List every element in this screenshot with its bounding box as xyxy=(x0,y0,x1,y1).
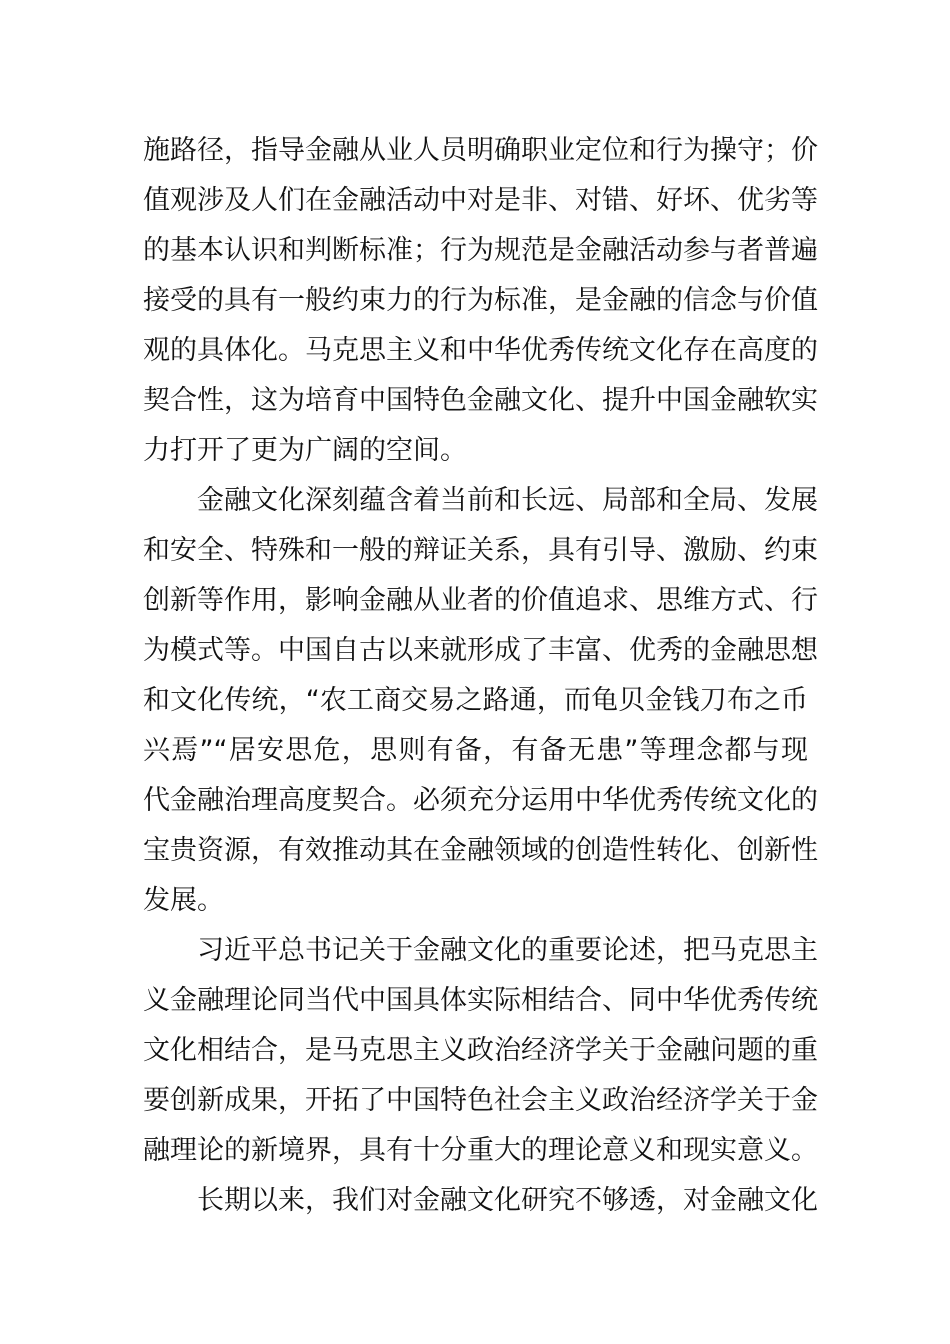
paragraph-4-line-1: 长期以来，我们对金融文化研究不够透，对金融文化 xyxy=(197,1185,818,1216)
paragraph-1-line-4: 接受的具有一般约束力的行为标准，是金融的信念与价值 xyxy=(143,285,818,316)
paragraph-1-line-1: 施路径，指导金融从业人员明确职业定位和行为操守；价 xyxy=(143,135,818,166)
paragraph-3-line-2: 义金融理论同当代中国具体实际相结合、同中华优秀传统 xyxy=(143,985,818,1016)
paragraph-2-line-6: 兴焉”“居安思危，思则有备，有备无患”等理念都与现 xyxy=(143,735,808,766)
paragraph-1-line-3: 的基本认识和判断标准；行为规范是金融活动参与者普遍 xyxy=(143,235,818,266)
paragraph-2-line-2: 和安全、特殊和一般的辩证关系，具有引导、激励、约束 xyxy=(143,535,818,566)
paragraph-2-line-9: 发展。 xyxy=(143,885,224,916)
document-body xyxy=(143,126,818,1226)
paragraph-2-line-5: 和文化传统，“农工商交易之路通，而龟贝金钱刀布之币 xyxy=(143,685,808,716)
paragraph-3-line-5: 融理论的新境界，具有十分重大的理论意义和现实意义。 xyxy=(143,1135,818,1166)
paragraph-2-line-7: 代金融治理高度契合。必须充分运用中华优秀传统文化的 xyxy=(143,785,818,816)
paragraph-1-line-5: 观的具体化。马克思主义和中华优秀传统文化存在高度的 xyxy=(143,335,818,366)
paragraph-2-line-4: 为模式等。中国自古以来就形成了丰富、优秀的金融思想 xyxy=(143,635,818,666)
paragraph-1-line-2: 值观涉及人们在金融活动中对是非、对错、好坏、优劣等 xyxy=(143,185,818,216)
paragraph-2-line-1: 金融文化深刻蕴含着当前和长远、局部和全局、发展 xyxy=(197,485,818,516)
paragraph-2-line-8: 宝贵资源，有效推动其在金融领域的创造性转化、创新性 xyxy=(143,835,818,866)
paragraph-1-line-6: 契合性，这为培育中国特色金融文化、提升中国金融软实 xyxy=(143,385,818,416)
paragraph-2-line-3: 创新等作用，影响金融从业者的价值追求、思维方式、行 xyxy=(143,585,818,616)
paragraph-3-line-3: 文化相结合，是马克思主义政治经济学关于金融问题的重 xyxy=(143,1035,818,1066)
paragraph-3-line-1: 习近平总书记关于金融文化的重要论述，把马克思主 xyxy=(197,935,818,966)
paragraph-3-line-4: 要创新成果，开拓了中国特色社会主义政治经济学关于金 xyxy=(143,1085,818,1116)
paragraph-1-line-7: 力打开了更为广阔的空间。 xyxy=(143,435,467,466)
